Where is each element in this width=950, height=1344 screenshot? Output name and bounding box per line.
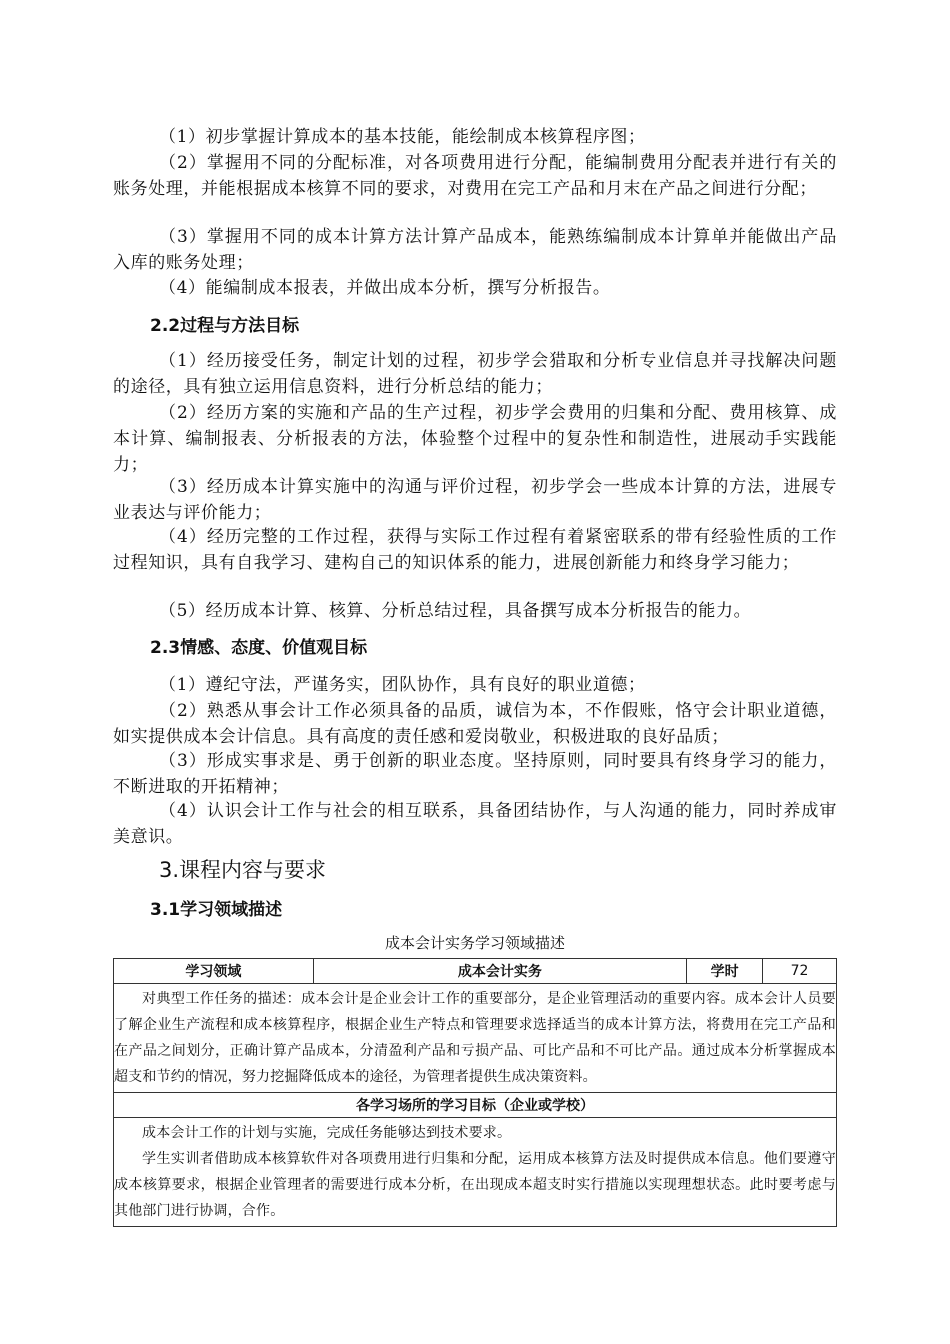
typical-task-row bbox=[114, 984, 837, 1093]
label-domain: 学习领域 bbox=[114, 959, 314, 984]
process-item-5: （5）经历成本计算、核算、分析总结过程，具备撰写成本分析报告的能力。 bbox=[159, 601, 752, 621]
domain-value: 成本会计实务 bbox=[313, 959, 686, 984]
table-caption: 成本会计实务学习领域描述 bbox=[384, 934, 565, 952]
attitude-item-4: （4）认识会计工作与社会的相互联系，具备团结协作，与人沟通的能力，同时养成审美意识。 bbox=[113, 801, 837, 847]
section-3-1-heading: 3.1学习领域描述 bbox=[150, 900, 283, 920]
typical-task-text: 对典型工作任务的描述：成本会计是企业会计工作的重要部分，是企业管理活动的重要内容。成本会计人员要了解企业生产流程和成本核算程序，根据企业生产特点和管理要求选择适当的成本计算方法，将费用在完工产品和在产品之间划分，正确计算产品成本，分清盈利产品和亏损产品、可比产品和不可比产品。通过成本分析掌握成本超支和节约的情况，努力挖掘降低成本的途径，为管理者提供生成决策资料。 bbox=[114, 991, 836, 1085]
objectives-row bbox=[114, 1118, 837, 1227]
knowledge-item-3: （3）掌握用不同的成本计算方法计算产品成本，能熟练编制成本计算单并能做出产品入库的账务处理； bbox=[113, 227, 837, 273]
attitude-item-2: （2）熟悉从事会计工作必须具备的品质，诚信为本，不作假账，恪守会计职业道德，如实提供成本会计信息。具有高度的责任感和爱岗敬业，积极进取的良好品质； bbox=[113, 701, 837, 747]
objectives-heading: 各学习场所的学习目标（企业或学校） bbox=[114, 1093, 837, 1118]
objective-text-2: 学生实训者借助成本核算软件对各项费用进行归集和分配，运用成本核算方法及时提供成本信息。他们要遵守成本核算要求，根据企业管理者的需要进行成本分析，在出现成本超支时实行措施以实现理想状态。此时要考虑与其他部门进行协调，合作。 bbox=[114, 1151, 836, 1219]
table-header-row bbox=[114, 959, 837, 984]
knowledge-item-4: （4）能编制成本报表，并做出成本分析，撰写分析报告。 bbox=[159, 278, 611, 298]
section-2-2-heading: 2.2过程与方法目标 bbox=[150, 316, 300, 336]
section-3-heading: 3.课程内容与要求 bbox=[159, 858, 327, 882]
knowledge-item-2: （2）掌握用不同的分配标准，对各项费用进行分配，能编制费用分配表并进行有关的账务处理，并能根据成本核算不同的要求，对费用在完工产品和月末在产品之间进行分配； bbox=[113, 153, 837, 199]
process-item-2: （2）经历方案的实施和产品的生产过程，初步学会费用的归集和分配、费用核算、成本计算、编制报表、分析报表的方法，体验整个过程中的复杂性和制造性，进展动手实践能力； bbox=[113, 403, 837, 475]
objectives-heading-row bbox=[114, 1093, 837, 1118]
process-item-1: （1）经历接受任务，制定计划的过程，初步学会猎取和分析专业信息并寻找解决问题的途径，具有独立运用信息资料，进行分析总结的能力； bbox=[113, 351, 837, 397]
attitude-item-1: （1）遵纪守法，严谨务实，团队协作，具有良好的职业道德； bbox=[159, 675, 646, 695]
process-item-3: （3）经历成本计算实施中的沟通与评价过程，初步学会一些成本计算的方法，进展专业表达与评价能力； bbox=[113, 477, 837, 523]
objectives-cell bbox=[114, 1118, 837, 1227]
label-hours: 学时 bbox=[687, 959, 763, 984]
process-item-4: （4）经历完整的工作过程，获得与实际工作过程有着紧密联系的带有经验性质的工作过程知识，具有自我学习、建构自己的知识体系的能力，进展创新能力和终身学习能力； bbox=[113, 527, 837, 573]
typical-task-cell bbox=[114, 984, 837, 1093]
knowledge-item-1: （1）初步掌握计算成本的基本技能，能绘制成本核算程序图； bbox=[159, 127, 646, 147]
section-2-3-heading: 2.3情感、态度、价值观目标 bbox=[150, 638, 368, 658]
learning-domain-table bbox=[113, 958, 837, 1227]
attitude-item-3: （3）形成实事求是、勇于创新的职业态度。坚持原则，同时要具有终身学习的能力，不断进取的开拓精神； bbox=[113, 751, 837, 797]
hours-value: 72 bbox=[763, 959, 837, 984]
objective-text-1: 成本会计工作的计划与实施，完成任务能够达到技术要求。 bbox=[142, 1125, 512, 1141]
